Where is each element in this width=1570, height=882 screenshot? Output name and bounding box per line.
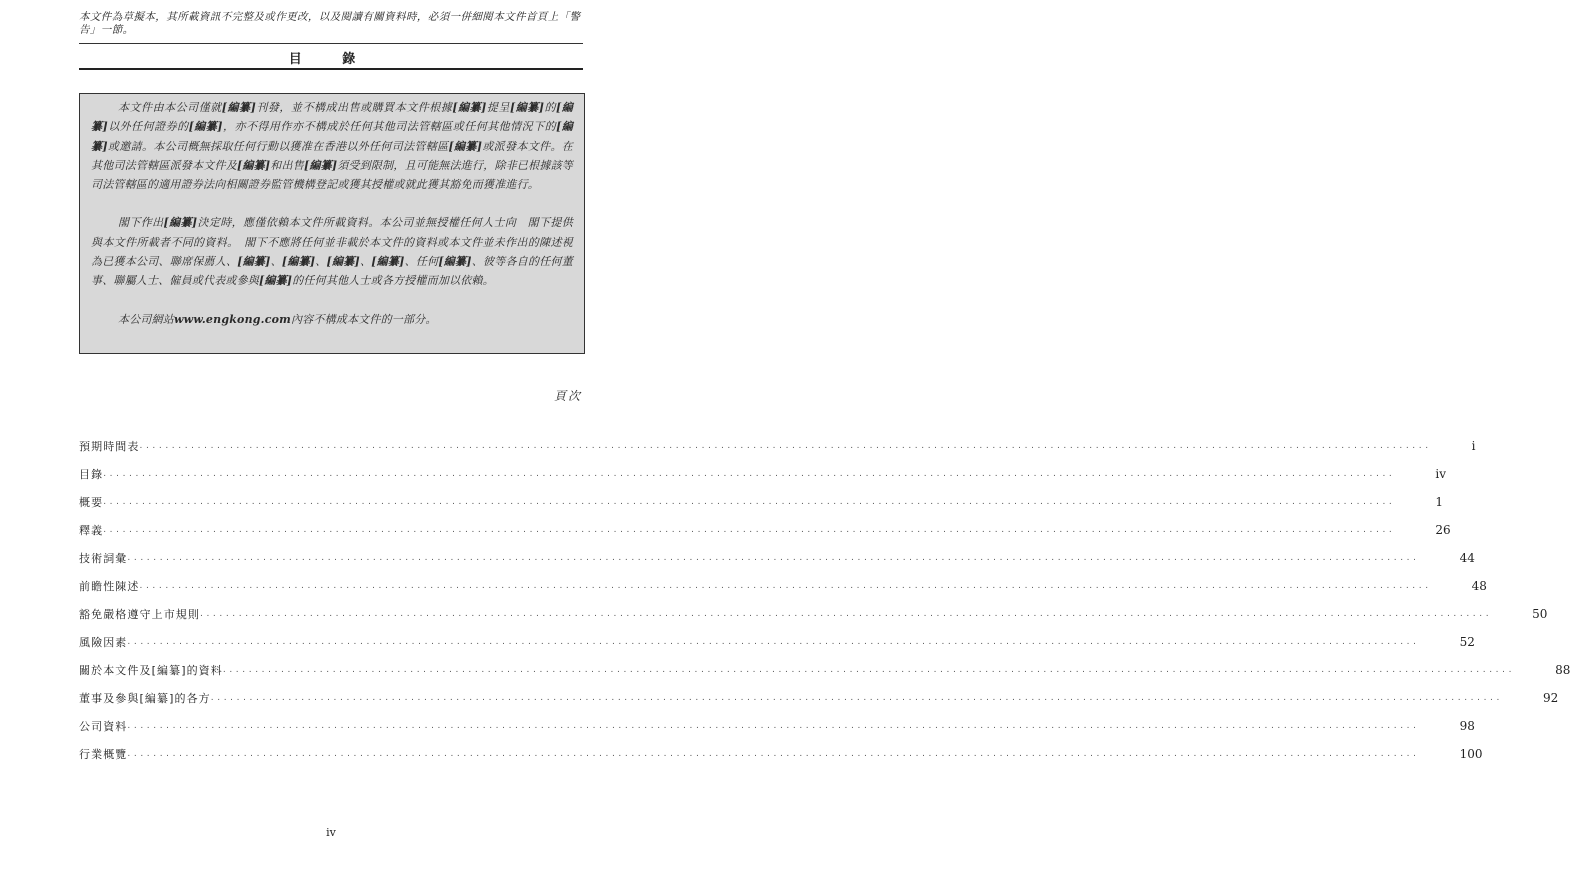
disclaimer-text: 的 [544,101,557,114]
toc-entry[interactable] [79,488,1444,516]
toc-entry[interactable] [79,740,1483,768]
toc-entry[interactable] [79,432,1476,460]
redacted-term: [編纂] [259,274,293,288]
toc-entry[interactable] [79,516,1451,544]
toc-entry[interactable] [79,544,1475,572]
toc-entry-label[interactable]: 關於本文件及[編纂]的資料 [79,664,223,677]
redacted-term: [編纂] [509,101,545,114]
toc-entry-page: 92 [1542,691,1559,705]
page-title: 目 錄 [288,52,374,67]
redacted-term: [編纂] [188,120,223,134]
toc-entry-page: 100 [1459,747,1483,761]
leader-dots: ........................................................................................................................................................................................................ [103,469,1396,479]
toc-entry-label[interactable]: 董事及參與[編纂]的各方 [79,692,211,705]
toc-entry-label[interactable]: 前瞻性陳述 [79,580,140,593]
disclaimer-text: 的任何其他人士或各方授權而加以依賴。 [292,274,494,288]
toc-entry[interactable] [79,712,1475,740]
toc-entry-label[interactable]: 概要 [79,496,104,509]
toc-entry-label[interactable]: 行業概覽 [79,748,128,761]
redacted-term: [編纂] [452,101,487,114]
toc-entry-label[interactable]: 釋義 [79,524,104,537]
disclaimer-paragraph [91,98,573,194]
disclaimer-paragraph [91,310,573,329]
disclaimer-text: 、 [359,255,372,269]
toc-entry-page: 1 [1435,495,1444,509]
toc-entry-label[interactable]: 技術詞彙 [79,552,128,565]
toc-entry-page: i [1471,439,1476,453]
toc-entry[interactable] [79,460,1446,488]
toc-entry-label[interactable]: 預期時間表 [79,440,140,453]
disclaimer-text: 、 [270,255,282,269]
leader-dots: ........................................................................................................................................................................................................ [200,609,1493,619]
toc-entry-label[interactable]: 公司資料 [79,720,128,733]
toc-entry-label[interactable]: 目錄 [79,468,104,481]
toc-entry-page: 50 [1532,607,1548,621]
disclaimer-text: 刊發，並不構成出售或購買本文件根據 [255,101,453,114]
leader-dots: ........................................................................................................................................................................................................ [127,553,1420,563]
leader-dots: ........................................................................................................................................................................................................ [139,581,1432,591]
redacted-term: www.engkong.com [174,312,291,326]
redacted-term: [編纂] [326,255,360,269]
disclaimer-text: 、 [315,255,327,269]
disclaimer-box [79,93,585,354]
title-bar [79,43,583,70]
leader-dots: ........................................................................................................................................................................................................ [127,637,1420,647]
disclaimer-text: 本公司網站 [118,312,174,326]
toc-entry-page: 48 [1471,579,1487,593]
toc-entry-page: 98 [1459,719,1475,733]
table-of-contents [79,432,1570,768]
redacted-term: [編纂] [236,158,271,172]
disclaimer-text: ，亦不得用作亦不構成於任何其他司法管轄區或任何其他情況下的 [222,120,557,134]
draft-warning: 本文件為草擬本，其所載資訊不完整及或作更改，以及閱讀有關資料時，必須一併細閱本文件首頁上「警告」一節。 [79,11,581,36]
leader-dots: ........................................................................................................................................................................................................ [210,693,1503,703]
leader-dots: ........................................................................................................................................................................................................ [103,525,1396,535]
redacted-term: [編纂] [91,101,573,134]
redacted-term: [編纂] [237,255,271,269]
redacted-term: [編纂] [91,120,574,153]
disclaimer-text: 決定時，應僅依賴本文件所載資料。本公司並無授權任何人士向 閣下提供與本文件所載者不同的資料。 閣下不應將任何並非載於本文件的資料或本文件並未作出的陳述視為已獲本公司、聯席保薦人、 [91,216,573,269]
redacted-term: [編纂] [281,255,316,269]
toc-entry-label[interactable]: 豁免嚴格遵守上市規則 [79,608,200,621]
disclaimer-paragraph [91,213,573,290]
toc-entry[interactable] [79,656,1570,684]
redacted-term: [編纂] [303,158,338,172]
redacted-term: [編纂] [438,255,472,269]
leader-dots: ........................................................................................................................................................................................................ [127,749,1420,759]
leader-dots: ........................................................................................................................................................................................................ [127,721,1420,731]
toc-entry-page: 26 [1435,523,1451,537]
disclaimer-text: 本文件由本公司僅就 [118,101,222,114]
disclaimer-text: 須受到限制，且可能無法進行，除非已根據該等司法管轄區的適用證券法向相關證券監管機構登記或獲其授權或就此獲其豁免而獲准進行。 [91,158,573,192]
leader-dots: ........................................................................................................................................................................................................ [103,497,1396,507]
leader-dots: ........................................................................................................................................................................................................ [139,441,1432,451]
disclaimer-text: 內容不構成本文件的一部分。 [290,312,437,326]
page-number-footer: iv [326,826,336,839]
toc-entry-page: 52 [1459,635,1475,649]
toc-entry-page: 88 [1555,663,1570,677]
redacted-term: [編纂] [163,216,198,230]
leader-dots: ........................................................................................................................................................................................................ [222,665,1516,675]
toc-entry-page: 44 [1459,551,1475,565]
disclaimer-text: 或邀請。本公司概無採取任何行動以獲准在香港以外任何司法管轄區 [107,139,449,153]
toc-entry[interactable] [79,628,1475,656]
toc-entry-page: iv [1435,467,1446,481]
disclaimer-text: 、彼等各自的任何董事、聯屬人士、僱員或代表或參與 [91,255,573,288]
redacted-term: [編纂] [221,101,256,114]
toc-entry[interactable] [79,684,1559,712]
disclaimer-text: 或派發本文件。在其他司法管轄區派發本文件及 [91,139,573,172]
redacted-term: [編纂] [371,255,405,269]
disclaimer-text: 閣下作出 [118,216,164,230]
disclaimer-text: 、任何 [404,255,439,269]
disclaimer-text: 提呈 [486,101,510,114]
disclaimer-text: 以外任何證券的 [107,120,189,134]
toc-entry-label[interactable]: 風險因素 [79,636,128,649]
toc-entry[interactable] [79,572,1487,600]
page-column-heading: 頁次 [553,389,582,403]
toc-entry[interactable] [79,600,1548,628]
redacted-term: [編纂] [448,139,483,153]
disclaimer-text: 和出售 [270,158,304,172]
